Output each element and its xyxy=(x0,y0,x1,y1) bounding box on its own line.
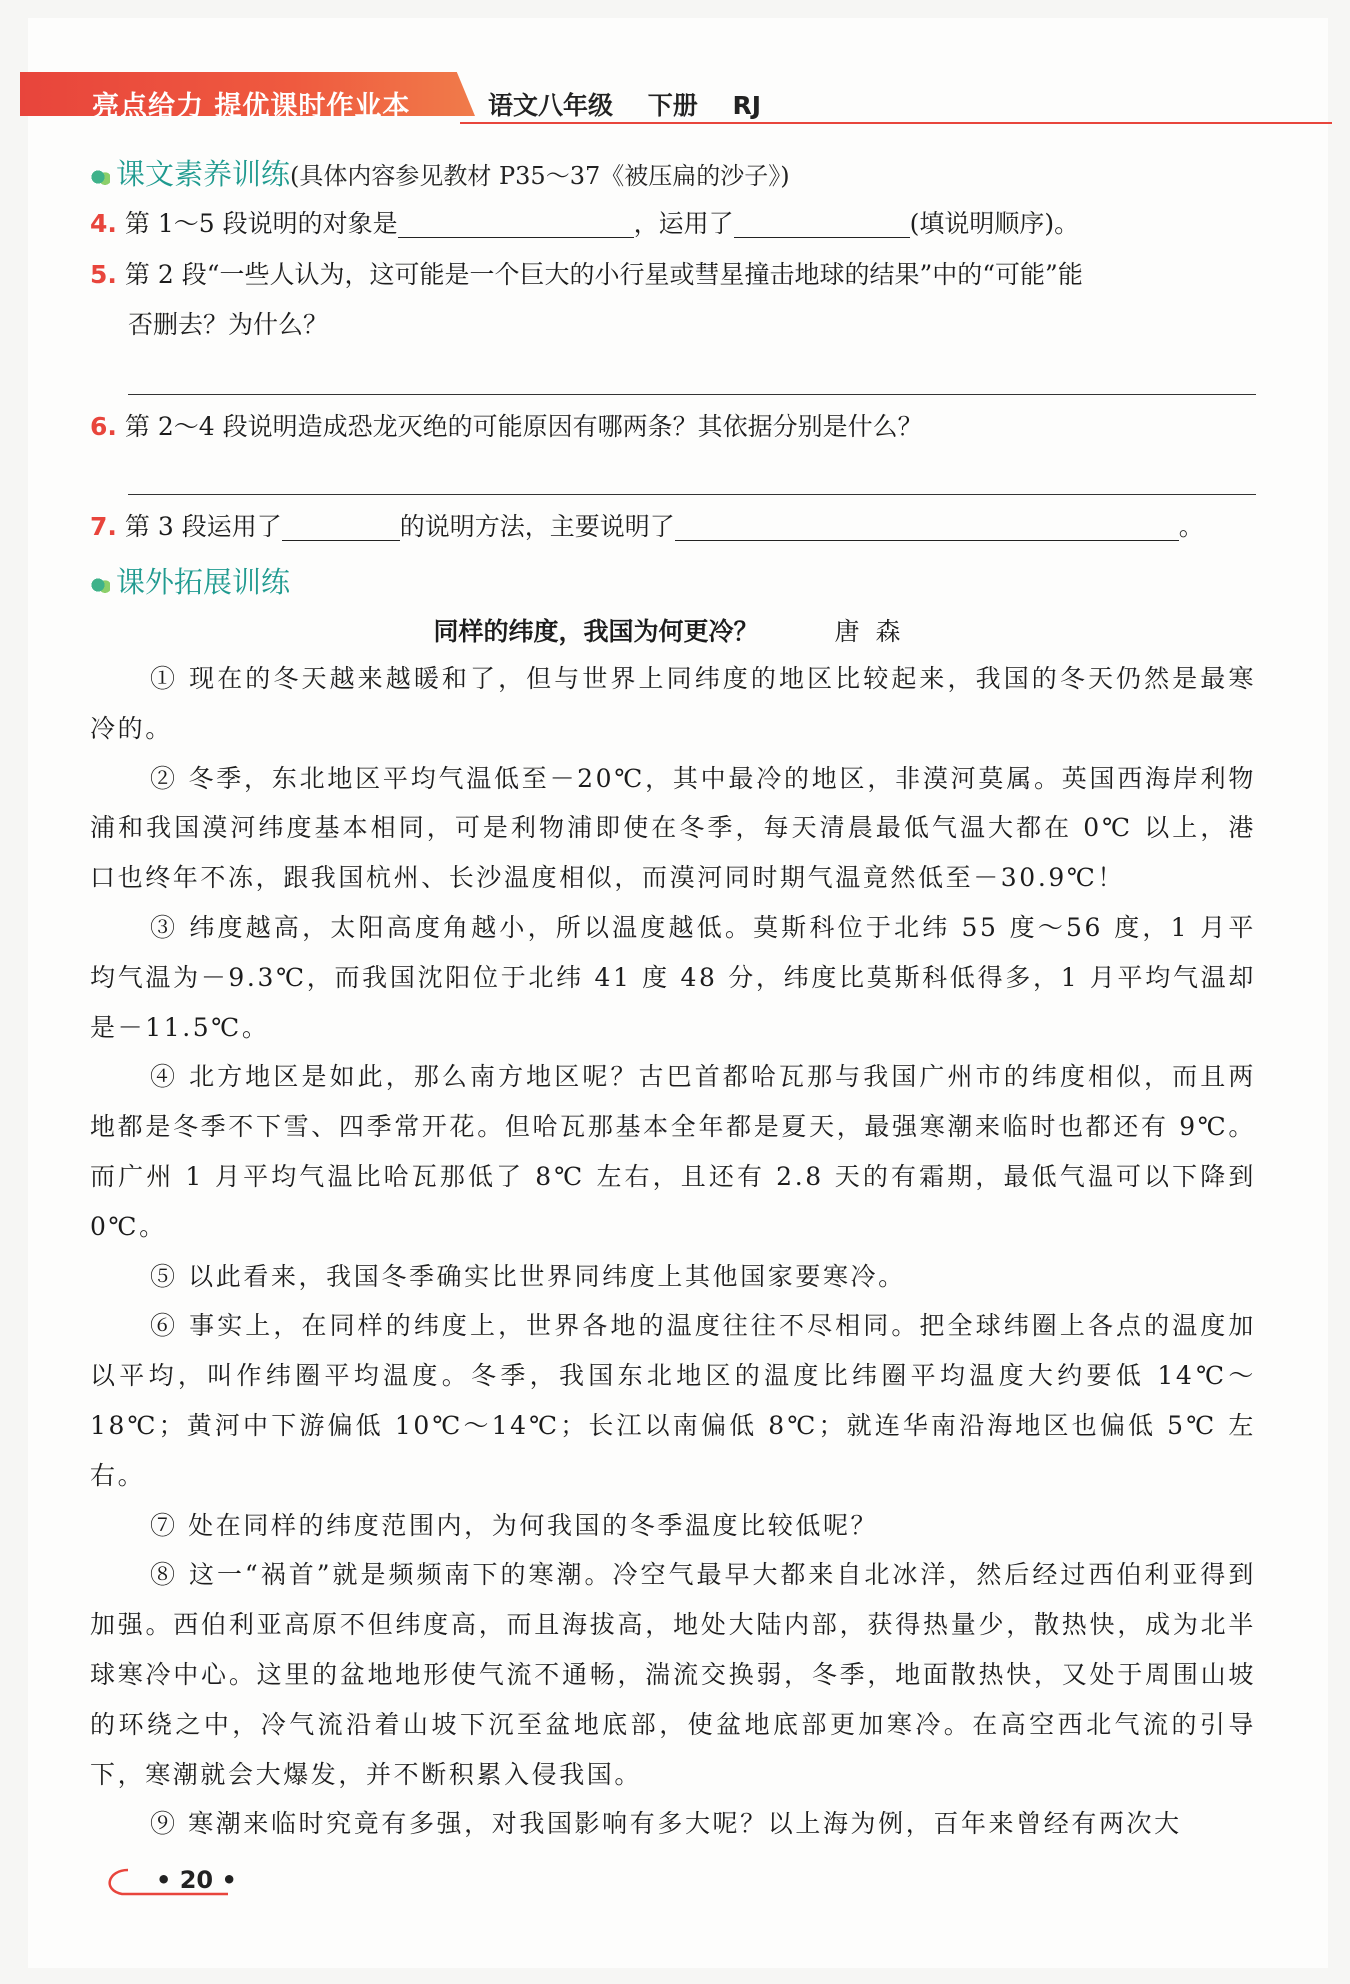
question-number: 6. xyxy=(90,412,117,441)
question-number: 4. xyxy=(90,209,117,238)
question-number: 7. xyxy=(90,512,117,541)
page-number: • 20 • xyxy=(156,1866,237,1894)
answer-line[interactable] xyxy=(128,394,1256,395)
article-body xyxy=(90,654,1256,1849)
question-7 xyxy=(90,502,1204,552)
question-text: 第 2～4 段说明造成恐龙灭绝的可能原因有哪两条？其依据分别是什么？ xyxy=(124,412,923,441)
edition-label: RJ xyxy=(732,91,762,120)
leaf-bullet-icon xyxy=(90,577,110,593)
article-title-line xyxy=(0,612,1350,648)
section-note: (具体内容参见教材 P35～37《被压扁的沙子》) xyxy=(290,162,790,190)
answer-line[interactable] xyxy=(128,494,1256,495)
answer-blank[interactable] xyxy=(282,510,400,541)
header-rule xyxy=(460,122,1332,124)
subject-label: 语文八年级 xyxy=(488,91,614,120)
question-text: 的说明方法，主要说明了 xyxy=(399,512,675,541)
paragraph-8: ⑧ 这一“祸首”就是频频南下的寒潮。冷空气最早大都来自北冰洋，然后经过西伯利亚得到加强。西伯利亚高原不但纬度高，而且海拔高，地处大陆内部，获得热量少，散热快，成为北半球寒冷中心。这里的盆地地形使气流不通畅，湍流交换弱，冬季，地面散热快，又处于周围山坡的环绕之中，冷气流沿着山坡下沉至盆地底部，使盆地底部更加寒冷。在高空西北气流的引导下，寒潮就会大爆发，并不断积累入侵我国。 xyxy=(90,1560,1256,1789)
answer-blank[interactable] xyxy=(675,510,1179,541)
question-text: ，运用了 xyxy=(633,209,734,238)
header-meta xyxy=(488,86,787,122)
question-text: (填说明顺序)。 xyxy=(909,209,1080,238)
paragraph-2: ② 冬季，东北地区平均气温低至－20℃，其中最冷的地区，非漠河莫属。英国西海岸利物浦和我国漠河纬度基本相同，可是利物浦即使在冬季，每天清晨最低气温大都在 0℃ 以上，港口也终年不冻，跟我国杭州、长沙温度相似，而漠河同时期气温竟然低至－30.9℃！ xyxy=(90,763,1256,893)
paragraph-3: ③ 纬度越高，太阳高度角越小，所以温度越低。莫斯科位于北纬 55 度～56 度，1 月平均气温为－9.3℃，而我国沈阳位于北纬 41 度 48 分，纬度比莫斯科低得多，1 月平均气温却是－11.5℃。 xyxy=(90,912,1256,1042)
question-text: 第 1～5 段说明的对象是 xyxy=(124,209,398,238)
page-footer xyxy=(98,1860,238,1900)
paragraph-9: ⑨ 寒潮来临时究竟有多强，对我国影响有多大呢？以上海为例，百年来曾经有两次大 xyxy=(150,1809,1182,1839)
paragraph-4: ④ 北方地区是如此，那么南方地区呢？古巴首都哈瓦那与我国广州市的纬度相似，而且两地都是冬季不下雪、四季常开花。但哈瓦那基本全年都是夏天，最强寒潮来临时也都还有 9℃。而广州 1 月平均气温比哈瓦那低了 8℃ 左右，且还有 2.8 天的有霜期，最低气温可以下降到 0℃。 xyxy=(90,1062,1256,1241)
question-5-cont: 否删去？为什么？ xyxy=(128,310,329,339)
question-number: 5. xyxy=(90,260,117,289)
paragraph-5: ⑤ 以此看来，我国冬季确实比世界同纬度上其他国家要寒冷。 xyxy=(150,1261,906,1291)
section-title: 课外拓展训练 xyxy=(116,565,291,599)
question-4 xyxy=(90,199,1079,249)
question-text: 。 xyxy=(1178,512,1204,541)
paragraph-7: ⑦ 处在同样的纬度范围内，为何我国的冬季温度比较低呢？ xyxy=(150,1510,879,1540)
paragraph-1: ① 现在的冬天越来越暖和了，但与世界上同纬度的地区比较起来，我国的冬天仍然是最寒冷的。 xyxy=(90,664,1256,743)
volume-label: 下册 xyxy=(647,91,698,120)
question-5 xyxy=(90,250,1083,300)
question-text: 第 3 段运用了 xyxy=(124,512,282,541)
article-title: 同样的纬度，我国为何更冷？ xyxy=(433,617,759,646)
section-heading-textbook xyxy=(90,152,790,193)
answer-blank[interactable] xyxy=(734,207,910,238)
answer-blank[interactable] xyxy=(398,207,634,238)
section-title: 课文素养训练 xyxy=(116,157,291,191)
leaf-bullet-icon xyxy=(90,169,110,185)
article-author: 唐森 xyxy=(834,617,917,646)
question-text: 第 2 段“一些人认为，这可能是一个巨大的小行星或彗星撞击地球的结果”中的“可能”能 xyxy=(124,260,1083,289)
section-heading-extension xyxy=(90,560,290,601)
brand-title: 亮点给力 提优课时作业本 xyxy=(92,91,411,122)
question-6 xyxy=(90,402,923,452)
paragraph-6: ⑥ 事实上，在同样的纬度上，世界各地的温度往往不尽相同。把全球纬圈上各点的温度加以平均，叫作纬圈平均温度。冬季，我国东北地区的温度比纬圈平均温度大约要低 14℃～18℃；黄河中下游偏低 10℃～14℃；长江以南偏低 8℃；就连华南沿海地区也偏低 5℃ 左右。 xyxy=(90,1311,1256,1490)
